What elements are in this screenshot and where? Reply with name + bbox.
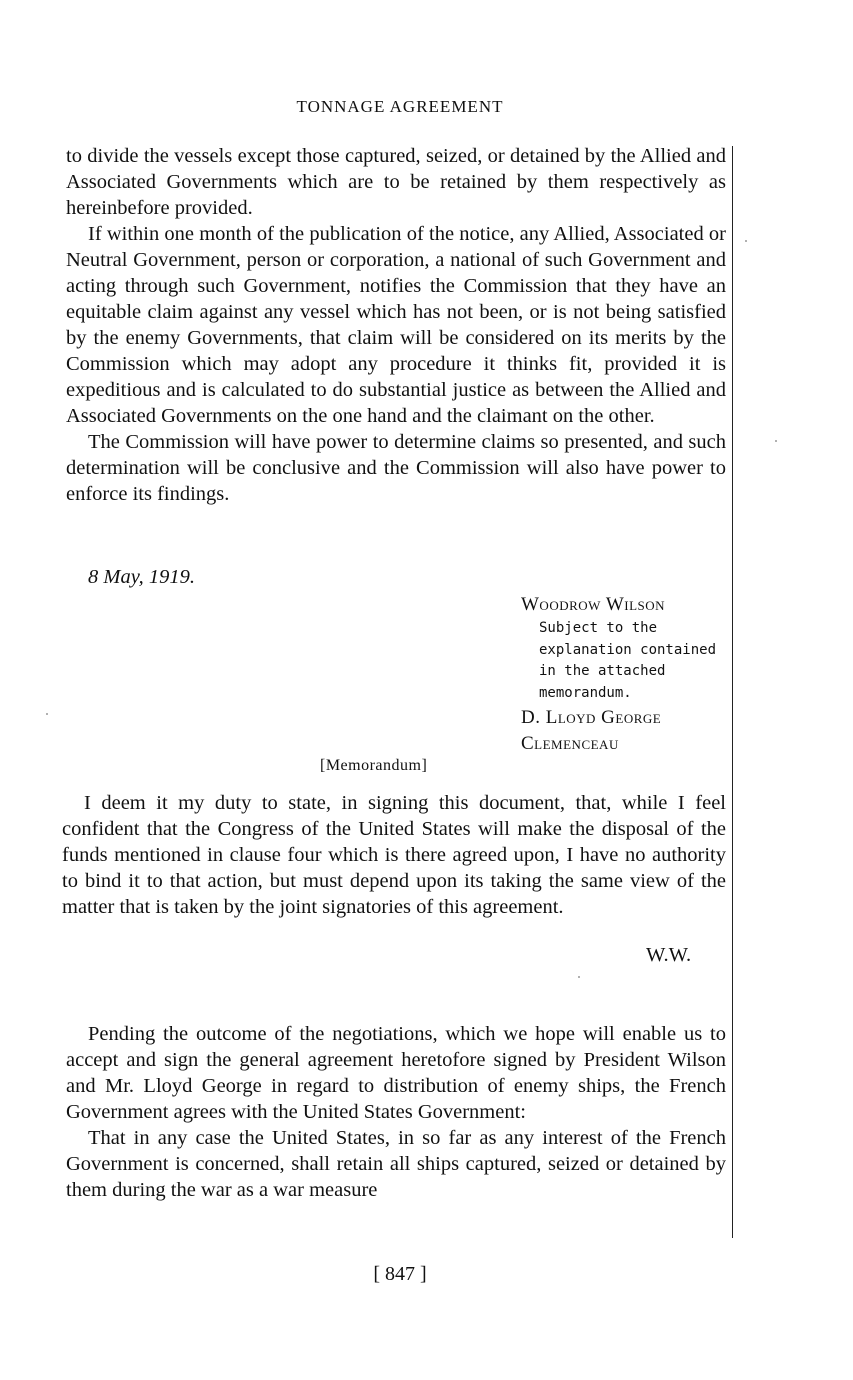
scan-speck xyxy=(578,976,580,978)
signature-wilson-note: Subject to the explanation contained in the attached memorandum. xyxy=(539,620,717,701)
agreement-paragraph-1: to divide the vessels except those captured, seized, or detained by the Allied and Associated Governments which are to be retained by them respectively as hereinbefore provided. xyxy=(66,145,726,219)
agreement-text xyxy=(66,143,726,507)
scan-speck xyxy=(46,713,48,715)
french-paragraph-1: Pending the outcome of the negotiations, which we hope will enable us to accept and sign the general agreement heretofore signed by President Wilson and Mr. Lloyd George in regard to distribution of enemy ships, the French Government agrees with the United States Government: xyxy=(66,1023,726,1123)
margin-rule xyxy=(732,146,733,1238)
running-title: TONNAGE AGREEMENT xyxy=(296,97,504,116)
scan-speck xyxy=(745,240,747,242)
french-paragraph-2: That in any case the United States, in so far as any interest of the French Government is concerned, shall retain all ships captured, seized or detained by them during the war as a war measure xyxy=(66,1127,726,1201)
agreement-date: 8 May, 1919. xyxy=(88,566,196,588)
memorandum-text-block xyxy=(62,790,726,920)
agreement-paragraph-3: The Commission will have power to determine claims so presented, and such determination will be conclusive and the Commission will also have power to enforce its findings. xyxy=(66,431,726,505)
agreement-paragraph-2: If within one month of the publication of the notice, any Allied, Associated or Neutral Government, person or corporation, a national of such Government and acting through such Government, notifies the Commission that they have an equitable claim against any vessel which has not been, or is not being satisfied by the enemy Governments, that claim will be considered on its merits by the Commission which may adopt any procedure it thinks fit, provided it is expeditious and is calculated to do substantial justice as between the Allied and Associated Governments on the one hand and the claimant on the other. xyxy=(66,223,726,427)
memorandum-heading: [Memorandum] xyxy=(320,757,428,774)
french-agreement-text xyxy=(66,1021,726,1203)
memorandum-paragraph: I deem it my duty to state, in signing this document, that, while I feel confident that the Congress of the United States will make the disposal of the funds mentioned in clause four which is there agreed upon, I have no authority to bind it to that action, but must depend upon its taking the same view of the matter that is taken by the joint signatories of this agreement. xyxy=(62,792,726,918)
signature-wilson: Woodrow Wilson xyxy=(521,594,666,615)
scan-speck xyxy=(775,440,777,442)
page-number: [ 847 ] xyxy=(373,1263,427,1285)
signature-clemenceau: Clemenceau xyxy=(521,733,619,754)
memorandum-initials: W.W. xyxy=(646,944,692,966)
signature-lloyd-george: D. Lloyd George xyxy=(521,707,662,728)
